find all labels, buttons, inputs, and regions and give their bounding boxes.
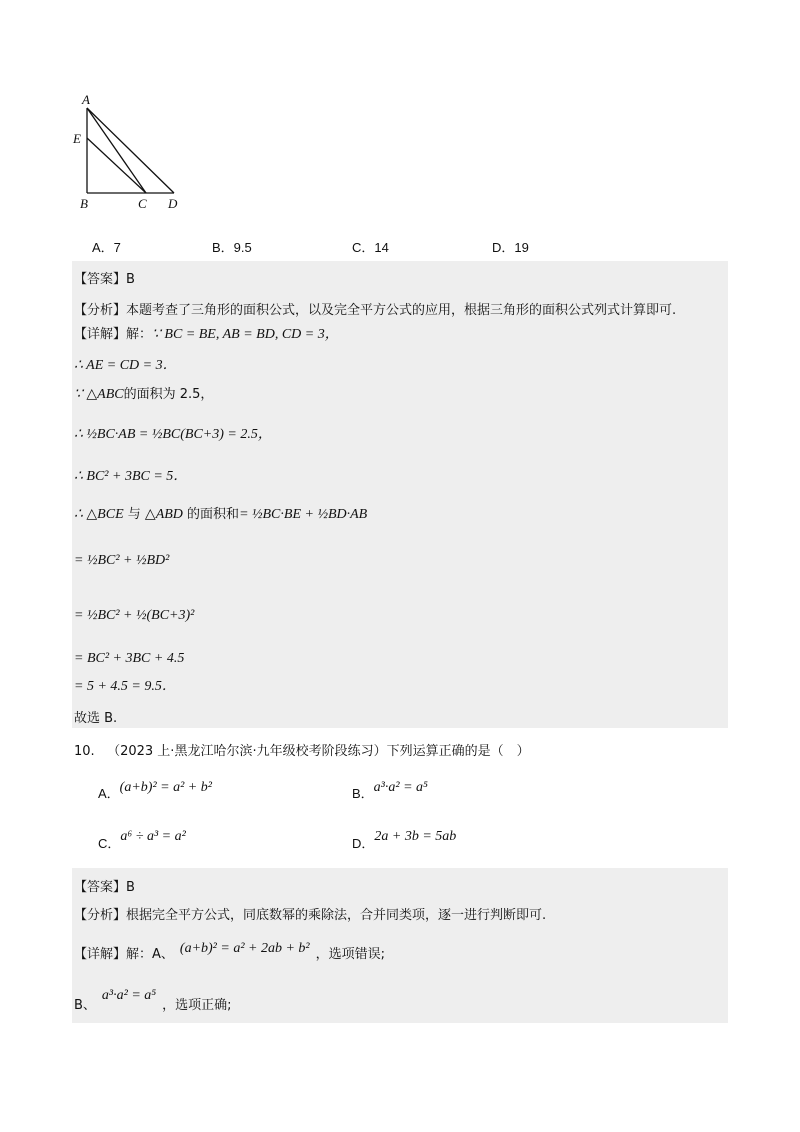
segment-ac xyxy=(87,108,146,193)
q9-conclusion: 故选 B. xyxy=(74,711,118,726)
q9-line7: = ½BC² + ½BD² xyxy=(74,553,170,568)
q9-analysis: 【分析】本题考查了三角形的面积公式，以及完全平方公式的应用，根据三角形的面积公式列式计算即可. xyxy=(74,303,677,318)
q10-detail-b-label: B、 xyxy=(74,998,96,1013)
q9-option-c[interactable]: C．14 xyxy=(352,240,389,255)
q10-option-d-expr: 2a + 3b = 5ab xyxy=(374,829,457,844)
q9-line6 xyxy=(74,503,367,523)
q10-option-b-expr: a³·a² = a⁵ xyxy=(373,780,428,795)
q10-detail-tag: 【详解】解：A、 xyxy=(74,947,174,962)
q9-option-a[interactable]: A．7 xyxy=(92,240,121,255)
q9-line6-abd: △ABD xyxy=(144,507,183,522)
q9-detail-tag: 【详解】解： xyxy=(74,327,153,342)
q9-line3-triangle: ∵ △ABC xyxy=(74,387,124,402)
q10-option-d[interactable] xyxy=(352,825,457,851)
q10-detail-b-verdict: ，选项正确; xyxy=(162,998,232,1013)
q9-line2: ∴ AE = CD = 3． xyxy=(74,358,177,373)
q9-line5: ∴ BC² + 3BC = 5． xyxy=(74,469,188,484)
q10-detail-a-verdict: ，选项错误; xyxy=(315,947,386,962)
q10-option-c-expr: a⁶ ÷ a³ = a² xyxy=(120,829,186,844)
q10-detail-b-expr: a³·a² = a⁵ xyxy=(101,988,157,1003)
label-e: E xyxy=(73,131,81,146)
q9-line3-text: 的面积为 2.5， xyxy=(123,387,214,402)
q10-analysis: 【分析】根据完全平方公式，同底数幂的乘除法，合并同类项，逐一进行判断即可. xyxy=(74,908,547,923)
q9-option-b[interactable]: B．9.5 xyxy=(212,240,252,255)
q9-line10: = 5 + 4.5 = 9.5． xyxy=(74,679,176,694)
q10-answer: 【答案】B xyxy=(74,880,135,895)
label-a: A xyxy=(82,92,90,107)
q10-option-b-label: B． xyxy=(352,786,374,801)
q9-line8: = ½BC² + ½(BC+3)² xyxy=(74,608,195,623)
q9-line6-sum-label: 的面积和 xyxy=(187,507,240,522)
q9-line4: ∴ ½BC·AB = ½BC(BC+3) = 2.5， xyxy=(74,427,272,442)
label-d: D xyxy=(168,196,178,211)
q9-line6-bce: ∴ △BCE xyxy=(74,507,124,522)
q9-answer: 【答案】B xyxy=(74,272,135,287)
q10-option-b[interactable] xyxy=(352,776,428,801)
q9-line9: = BC² + 3BC + 4.5 xyxy=(74,651,185,666)
q9-line6-and: 与 xyxy=(127,507,141,522)
label-b: B xyxy=(80,196,88,211)
q10-option-a-expr: (a+b)² = a² + b² xyxy=(119,780,212,795)
triangle-figure xyxy=(70,92,190,214)
q9-line6-expr: = ½BC·BE + ½BD·AB xyxy=(239,507,368,522)
q10-detail-a-expr: (a+b)² = a² + 2ab + b² xyxy=(179,941,310,956)
q10-option-d-label: D． xyxy=(352,836,375,851)
q10-stem xyxy=(74,740,530,759)
q10-number: 10. xyxy=(74,744,95,759)
q10-stem-text: （2023 上·黑龙江哈尔滨·九年级校考阶段练习）下列运算正确的是（ ） xyxy=(107,744,530,759)
q10-option-a[interactable] xyxy=(98,776,212,801)
label-c: C xyxy=(138,196,147,211)
segment-ec xyxy=(87,138,146,193)
q9-detail-line1 xyxy=(74,323,339,343)
q9-line3 xyxy=(74,383,213,403)
q10-option-c-label: C． xyxy=(98,836,121,851)
q10-detail-a xyxy=(74,937,386,962)
q9-option-d[interactable]: D．19 xyxy=(492,240,529,255)
q9-line1-expr: ∵ BC = BE, AB = BD, CD = 3， xyxy=(152,327,339,342)
q10-option-a-label: A． xyxy=(98,786,120,801)
q10-detail-b xyxy=(74,984,232,1013)
q10-option-c[interactable] xyxy=(98,825,186,851)
